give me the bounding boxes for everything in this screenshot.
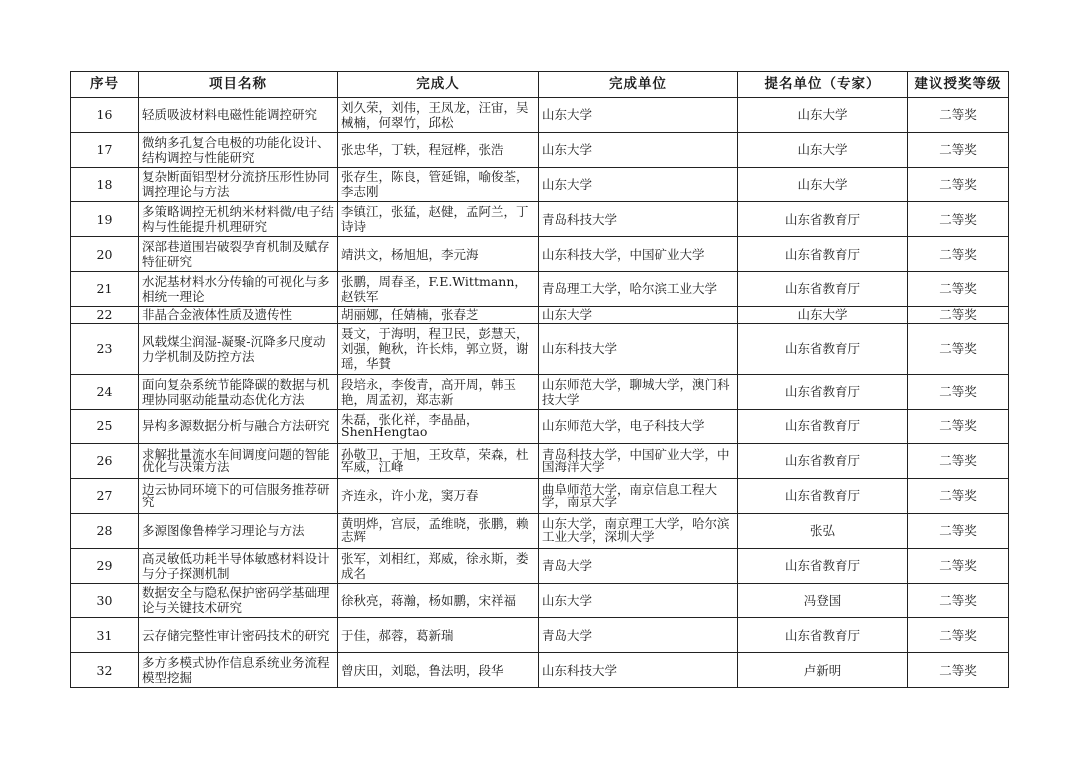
project-name-cell: 水泥基材料水分传输的可视化与多相统一理论 [139, 271, 338, 306]
nominating-unit-cell: 山东省教育厅 [738, 237, 908, 272]
nominating-unit-cell: 山东省教育厅 [738, 618, 908, 653]
row-number-cell: 20 [71, 237, 139, 272]
table-row [71, 409, 1009, 444]
row-number-cell: 16 [71, 98, 139, 133]
award-level-cell: 二等奖 [908, 306, 1009, 323]
nominating-unit-cell: 山东省教育厅 [738, 202, 908, 237]
project-name-cell: 复杂断面铝型材分流挤压形性协同调控理论与方法 [139, 167, 338, 202]
completing-unit-cell: 青岛科技大学 [539, 202, 738, 237]
project-name-cell: 非晶合金液体性质及遗传性 [139, 306, 338, 323]
nominating-unit-cell: 山东大学 [738, 167, 908, 202]
award-level-cell: 二等奖 [908, 132, 1009, 167]
header-row [71, 72, 1009, 98]
row-number-cell: 32 [71, 653, 139, 688]
table-row [71, 306, 1009, 323]
completers-cell: 刘久荣，刘伟，王凤龙，汪宙，吴械楠，何翠竹，邱松 [338, 98, 539, 133]
nominating-unit-cell: 山东大学 [738, 132, 908, 167]
table-row [71, 444, 1009, 479]
completing-unit-cell: 山东大学 [539, 306, 738, 323]
table-row [71, 548, 1009, 583]
row-number-cell: 27 [71, 479, 139, 514]
project-name-cell: 数据安全与隐私保护密码学基础理论与关键技术研究 [139, 583, 338, 618]
row-number-cell: 30 [71, 583, 139, 618]
nominating-unit-cell: 山东省教育厅 [738, 323, 908, 374]
award-level-cell: 二等奖 [908, 653, 1009, 688]
table-row [71, 98, 1009, 133]
completing-unit-cell: 山东大学 [539, 98, 738, 133]
completing-unit-cell: 山东大学，南京理工大学，哈尔滨工业大学，深圳大学 [539, 513, 738, 548]
project-name-cell: 高灵敏低功耗半导体敏感材料设计与分子探测机制 [139, 548, 338, 583]
header-completers: 完成人 [338, 72, 539, 98]
awards-table [70, 71, 1009, 688]
project-name-cell: 多方多模式协作信息系统业务流程模型挖掘 [139, 653, 338, 688]
project-name-cell: 轻质吸波材料电磁性能调控研究 [139, 98, 338, 133]
completers-cell: 胡丽娜，任婧楠，张春芝 [338, 306, 539, 323]
nominating-unit-cell: 山东大学 [738, 98, 908, 133]
header-no: 序号 [71, 72, 139, 98]
completing-unit-cell: 曲阜师范大学，南京信息工程大学，南京大学 [539, 479, 738, 514]
row-number-cell: 31 [71, 618, 139, 653]
award-level-cell: 二等奖 [908, 409, 1009, 444]
nominating-unit-cell: 山东省教育厅 [738, 548, 908, 583]
completers-cell: 李镇江，张猛，赵健，孟阿兰，丁诗诗 [338, 202, 539, 237]
project-name-cell: 求解批量流水车间调度问题的智能优化与决策方法 [139, 444, 338, 479]
award-level-cell: 二等奖 [908, 167, 1009, 202]
project-name-cell: 微纳多孔复合电极的功能化设计、结构调控与性能研究 [139, 132, 338, 167]
completers-cell: 张存生，陈良，管延锦，喻俊荃，李志刚 [338, 167, 539, 202]
nominating-unit-cell: 山东省教育厅 [738, 374, 908, 409]
project-name-cell: 边云协同环境下的可信服务推荐研究 [139, 479, 338, 514]
header-project-name: 项目名称 [139, 72, 338, 98]
completers-cell: 朱磊，张化祥，李晶晶，ShenHengtao [338, 409, 539, 444]
row-number-cell: 21 [71, 271, 139, 306]
completing-unit-cell: 山东科技大学 [539, 323, 738, 374]
table-row [71, 479, 1009, 514]
award-level-cell: 二等奖 [908, 237, 1009, 272]
completers-cell: 张鹏，周春圣，F.E.Wittmann，赵铁军 [338, 271, 539, 306]
project-name-cell: 深部巷道围岩破裂孕育机制及赋存特征研究 [139, 237, 338, 272]
table-header [71, 72, 1009, 98]
completing-unit-cell: 山东师范大学，聊城大学，澳门科技大学 [539, 374, 738, 409]
nominating-unit-cell: 山东省教育厅 [738, 271, 908, 306]
row-number-cell: 25 [71, 409, 139, 444]
header-award-level: 建议授奖等级 [908, 72, 1009, 98]
header-completing-unit: 完成单位 [539, 72, 738, 98]
completers-cell: 齐连永，许小龙，窦万春 [338, 479, 539, 514]
award-level-cell: 二等奖 [908, 513, 1009, 548]
award-level-cell: 二等奖 [908, 271, 1009, 306]
project-name-cell: 面向复杂系统节能降碳的数据与机理协同驱动能量动态优化方法 [139, 374, 338, 409]
award-level-cell: 二等奖 [908, 479, 1009, 514]
completing-unit-cell: 青岛大学 [539, 618, 738, 653]
row-number-cell: 22 [71, 306, 139, 323]
completers-cell: 靖洪文，杨旭旭，李元海 [338, 237, 539, 272]
project-name-cell: 多源图像鲁棒学习理论与方法 [139, 513, 338, 548]
row-number-cell: 24 [71, 374, 139, 409]
completing-unit-cell: 青岛大学 [539, 548, 738, 583]
row-number-cell: 18 [71, 167, 139, 202]
completers-cell: 张军，刘相红，郑威，徐永斯，娄成名 [338, 548, 539, 583]
award-level-cell: 二等奖 [908, 548, 1009, 583]
row-number-cell: 29 [71, 548, 139, 583]
nominating-unit-cell: 山东省教育厅 [738, 479, 908, 514]
table-row [71, 583, 1009, 618]
table-row [71, 167, 1009, 202]
table-row [71, 202, 1009, 237]
project-name-cell: 云存储完整性审计密码技术的研究 [139, 618, 338, 653]
table-row [71, 323, 1009, 374]
completers-cell: 黄明烨，宫辰，孟维晓，张鹏，赖志辉 [338, 513, 539, 548]
row-number-cell: 28 [71, 513, 139, 548]
completers-cell: 段培永，李俊青，高开周，韩玉艳，周孟初，郑志新 [338, 374, 539, 409]
completing-unit-cell: 青岛理工大学，哈尔滨工业大学 [539, 271, 738, 306]
completing-unit-cell: 山东师范大学，电子科技大学 [539, 409, 738, 444]
nominating-unit-cell: 卢新明 [738, 653, 908, 688]
completers-cell: 孙敬卫，于旭，王玫草，荣森，杜军威，江峰 [338, 444, 539, 479]
award-level-cell: 二等奖 [908, 323, 1009, 374]
completing-unit-cell: 山东大学 [539, 132, 738, 167]
completing-unit-cell: 山东科技大学 [539, 653, 738, 688]
table-row [71, 237, 1009, 272]
row-number-cell: 19 [71, 202, 139, 237]
completers-cell: 于佳，郝蓉，葛新瑞 [338, 618, 539, 653]
nominating-unit-cell: 山东大学 [738, 306, 908, 323]
completers-cell: 徐秋亮，蒋瀚，杨如鹏，宋祥福 [338, 583, 539, 618]
completing-unit-cell: 山东大学 [539, 583, 738, 618]
award-level-cell: 二等奖 [908, 583, 1009, 618]
completers-cell: 曾庆田，刘聪，鲁法明，段华 [338, 653, 539, 688]
table-row [71, 374, 1009, 409]
table-row [71, 132, 1009, 167]
completing-unit-cell: 青岛科技大学，中国矿业大学，中国海洋大学 [539, 444, 738, 479]
header-nominating-unit: 提名单位（专家） [738, 72, 908, 98]
row-number-cell: 26 [71, 444, 139, 479]
award-level-cell: 二等奖 [908, 202, 1009, 237]
nominating-unit-cell: 山东省教育厅 [738, 444, 908, 479]
completing-unit-cell: 山东科技大学，中国矿业大学 [539, 237, 738, 272]
project-name-cell: 多策略调控无机纳米材料微/电子结构与性能提升机理研究 [139, 202, 338, 237]
table-row [71, 653, 1009, 688]
nominating-unit-cell: 山东省教育厅 [738, 409, 908, 444]
completers-cell: 聂文，于海明，程卫民，彭慧天，刘强，鲍秋，许长炜，郭立贤，谢瑶，华賛 [338, 323, 539, 374]
table-body [71, 98, 1009, 688]
award-level-cell: 二等奖 [908, 374, 1009, 409]
table-row [71, 271, 1009, 306]
table-row [71, 513, 1009, 548]
award-level-cell: 二等奖 [908, 618, 1009, 653]
nominating-unit-cell: 张弘 [738, 513, 908, 548]
project-name-cell: 异构多源数据分析与融合方法研究 [139, 409, 338, 444]
nominating-unit-cell: 冯登国 [738, 583, 908, 618]
completing-unit-cell: 山东大学 [539, 167, 738, 202]
award-level-cell: 二等奖 [908, 444, 1009, 479]
completers-cell: 张忠华，丁轶，程冠桦，张浩 [338, 132, 539, 167]
table-row [71, 618, 1009, 653]
row-number-cell: 23 [71, 323, 139, 374]
award-level-cell: 二等奖 [908, 98, 1009, 133]
project-name-cell: 风载煤尘润湿-凝聚-沉降多尺度动力学机制及防控方法 [139, 323, 338, 374]
row-number-cell: 17 [71, 132, 139, 167]
